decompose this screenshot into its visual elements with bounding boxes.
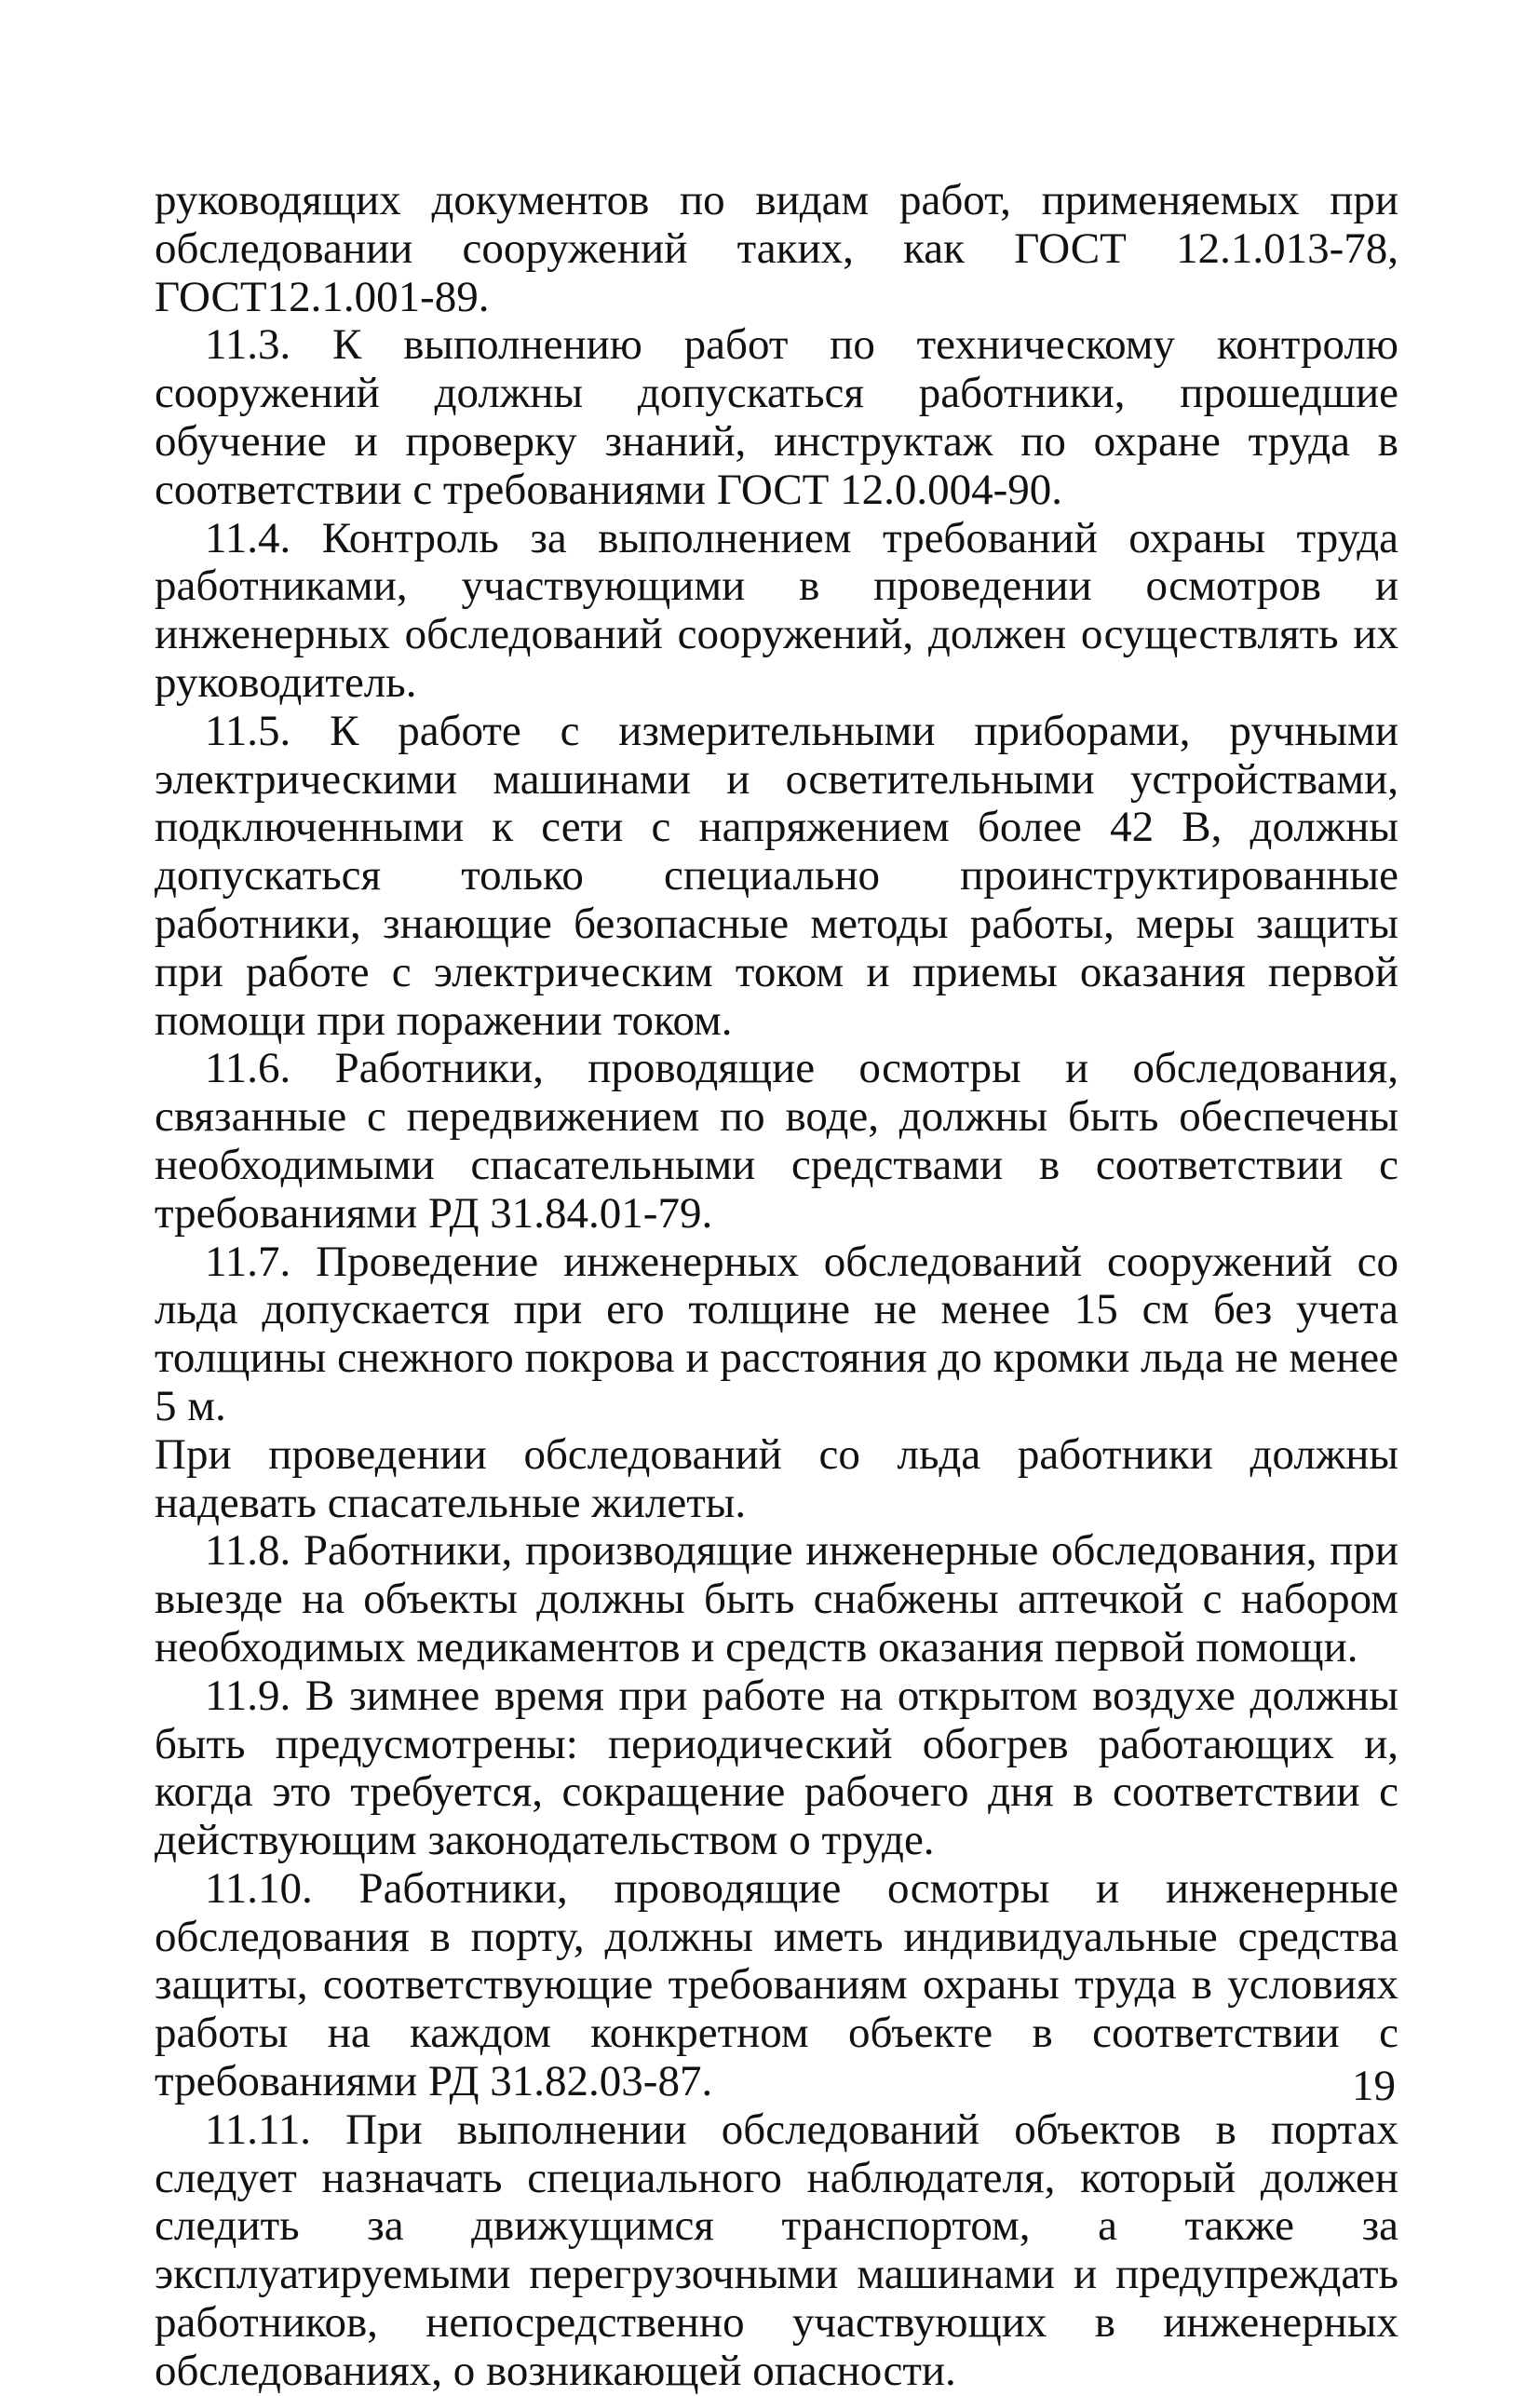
paragraph-11-7: 11.7. Проведение инженерных обследований сооружений со льда допускается при его толщине не менее 15 см без учета толщины снежного покрова и расстояния до кромки льда не менее 5 м.: [155, 1237, 1398, 1430]
document-page: [155, 177, 1398, 2396]
paragraph-11-8: 11.8. Работники, производящие инженерные обследования, при выезде на объекты должны быть снабжены аптечкой с набором необходимых медикаментов и средств оказания первой помощи.: [155, 1526, 1398, 1672]
paragraph-11-3: 11.3. К выполнению работ по техническому контролю сооружений должны допускаться работники, прошедшие обучение и проверку знаний, инструктаж по охране труда в соответствии с требованиями ГОСТ 12.0.004-90.: [155, 320, 1398, 514]
page-number: 19: [1352, 2062, 1396, 2110]
paragraph-11-4: 11.4. Контроль за выполнением требований охраны труда работниками, участвующими в проведении осмотров и инженерных обследований сооружений, должен осуществлять их руководитель.: [155, 513, 1398, 707]
paragraph-11-11: 11.11. При выполнении обследований объектов в портах следует назначать специального наблюдателя, который должен следить за движущимся транспортом, а также за эксплуатируемыми перегрузочными машинами и предупреждать работников, непосредственно участвующих в инженерных обследованиях, о возникающей опасности.: [155, 2105, 1398, 2395]
paragraph-11-10: 11.10. Работники, проводящие осмотры и инженерные обследования в порту, должны иметь индивидуальные средства защиты, соответствующие требованиям охраны труда в условиях работы на каждом конкретном объекте в соответствии с требованиями РД 31.82.03-87.: [155, 1863, 1398, 2106]
paragraph-11-6: 11.6. Работники, проводящие осмотры и обследования, связанные с передвижением по воде, должны быть обеспечены необходимыми спасательными средствами в соответствии с требованиями РД 31.84.01-79.: [155, 1044, 1398, 1238]
paragraph-11-5: 11.5. К работе с измерительными приборами, ручными электрическими машинами и осветительными устройствами, подключенными к сети с напряжением более 42 В, должны допускаться только специально проинструктированные работники, знающие безопасные методы работы, меры защиты при работе с электрическим током и приемы оказания первой помощи при поражении током.: [155, 706, 1398, 1045]
intro-paragraph: руководящих документов по видам работ, применяемых при обследовании сооружений таких, как ГОСТ 12.1.013-78, ГОСТ12.1.001-89.: [155, 176, 1398, 321]
paragraph-ice-vests: При проведении обследований со льда работники должны надевать спасательные жилеты.: [155, 1429, 1398, 1527]
paragraph-11-9: 11.9. В зимнее время при работе на открытом воздухе должны быть предусмотрены: периодический обогрев работающих и, когда это требуется, сокращение рабочего дня в соответствии с действующим законодательством о труде.: [155, 1671, 1398, 1865]
